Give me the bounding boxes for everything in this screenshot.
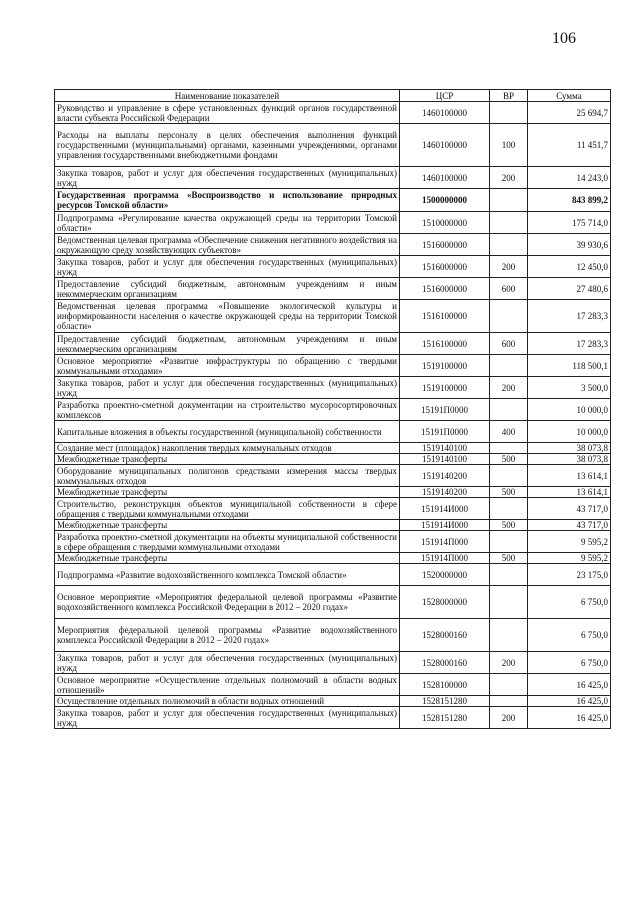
row-sum-cell: 17 283,3 (528, 300, 611, 333)
row-sum-cell: 13 614,1 (528, 465, 611, 487)
table-row (55, 300, 611, 333)
table-row (55, 234, 611, 256)
row-vr-cell (490, 399, 528, 421)
row-code-cell: 1516000000 (400, 234, 490, 256)
table-row (55, 443, 611, 454)
row-name-cell: Мероприятия федеральной целевой программы «Развитие водохозяйственного комплекса Российской Федерации в 2012 – 2020 годах» (55, 619, 400, 652)
row-vr-cell (490, 102, 528, 124)
row-vr-cell (490, 189, 528, 212)
row-vr-cell (490, 564, 528, 586)
row-sum-cell: 6 750,0 (528, 586, 611, 619)
row-code-cell: 151914И000 (400, 520, 490, 531)
row-name-cell: Руководство и управление в сфере установленных функций органов государственной власти субъекта Российской Федерации (55, 102, 400, 124)
row-vr-cell (490, 465, 528, 487)
row-code-cell: 1460100000 (400, 102, 490, 124)
row-code-cell: 1516000000 (400, 256, 490, 278)
row-name-cell: Предоставление субсидий бюджетным, автономным учреждениям и иным некоммерческим организациям (55, 333, 400, 355)
row-code-cell: 1519100000 (400, 377, 490, 399)
table-row (55, 421, 611, 443)
table-row (55, 377, 611, 399)
row-code-cell: 1510000000 (400, 212, 490, 234)
row-vr-cell: 200 (490, 167, 528, 189)
row-name-cell: Расходы на выплаты персоналу в целях обеспечения выполнения функций государственными (муниципальными) органами, казенными учреждениями, органами управления государственными внебюджетными фондами (55, 124, 400, 167)
table-row (55, 189, 611, 212)
row-vr-cell (490, 696, 528, 707)
row-name-cell: Создание мест (площадок) накопления твердых коммунальных отходов (55, 443, 400, 454)
row-vr-cell: 200 (490, 707, 528, 729)
row-code-cell: 1528100000 (400, 674, 490, 696)
row-name-cell: Межбюджетные трансферты (55, 487, 400, 498)
row-name-cell: Межбюджетные трансферты (55, 520, 400, 531)
table-row (55, 355, 611, 377)
row-vr-cell (490, 234, 528, 256)
row-sum-cell: 13 614,1 (528, 487, 611, 498)
row-vr-cell (490, 531, 528, 553)
row-vr-cell: 600 (490, 333, 528, 355)
row-code-cell: 151914П000 (400, 531, 490, 553)
table-row (55, 124, 611, 167)
row-sum-cell: 16 425,0 (528, 674, 611, 696)
row-vr-cell: 200 (490, 256, 528, 278)
row-vr-cell: 400 (490, 421, 528, 443)
row-code-cell: 1516100000 (400, 333, 490, 355)
table-row (55, 333, 611, 355)
table-row (55, 652, 611, 674)
row-sum-cell: 175 714,0 (528, 212, 611, 234)
row-vr-cell: 200 (490, 377, 528, 399)
row-vr-cell (490, 498, 528, 520)
row-code-cell: 151914П000 (400, 553, 490, 564)
row-sum-cell: 6 750,0 (528, 619, 611, 652)
row-name-cell: Закупка товаров, работ и услуг для обеспечения государственных (муниципальных) нужд (55, 652, 400, 674)
row-code-cell: 1500000000 (400, 189, 490, 212)
row-sum-cell: 43 717,0 (528, 520, 611, 531)
header-code: ЦСР (400, 90, 490, 102)
row-code-cell: 1516100000 (400, 300, 490, 333)
table-header-row (55, 90, 611, 102)
row-sum-cell: 843 899,2 (528, 189, 611, 212)
table-row (55, 278, 611, 300)
row-name-cell: Основное мероприятие «Развитие инфраструктуры по обращению с твердыми коммунальными отходами» (55, 355, 400, 377)
row-code-cell: 1528151280 (400, 707, 490, 729)
row-sum-cell: 11 451,7 (528, 124, 611, 167)
table-row (55, 167, 611, 189)
row-name-cell: Оборудование муниципальных полигонов средствами измерения массы твердых коммунальных отходов (55, 465, 400, 487)
row-name-cell: Капитальные вложения в объекты государственной (муниципальной) собственности (55, 421, 400, 443)
table-row (55, 102, 611, 124)
row-name-cell: Подпрограмма «Регулирование качества окружающей среды на территории Томской области» (55, 212, 400, 234)
row-vr-cell: 500 (490, 454, 528, 465)
row-vr-cell: 500 (490, 520, 528, 531)
row-vr-cell (490, 619, 528, 652)
row-name-cell: Межбюджетные трансферты (55, 454, 400, 465)
table-row (55, 399, 611, 421)
row-code-cell: 1460100000 (400, 167, 490, 189)
table-row (55, 212, 611, 234)
row-vr-cell: 500 (490, 487, 528, 498)
row-name-cell: Ведомственная целевая программа «Повышение экологической культуры и информированности населения о качестве окружающей среды на территории Томской области» (55, 300, 400, 333)
row-code-cell: 1519140200 (400, 487, 490, 498)
table-row (55, 564, 611, 586)
table-row (55, 487, 611, 498)
row-sum-cell: 14 243,0 (528, 167, 611, 189)
row-sum-cell: 118 500,1 (528, 355, 611, 377)
row-sum-cell: 6 750,0 (528, 652, 611, 674)
row-sum-cell: 25 694,7 (528, 102, 611, 124)
row-vr-cell: 200 (490, 652, 528, 674)
row-code-cell: 15191П0000 (400, 399, 490, 421)
row-code-cell: 1519140200 (400, 465, 490, 487)
row-name-cell: Закупка товаров, работ и услуг для обеспечения государственных (муниципальных) нужд (55, 167, 400, 189)
row-vr-cell: 500 (490, 553, 528, 564)
table-row (55, 707, 611, 729)
row-sum-cell: 9 595,2 (528, 531, 611, 553)
row-name-cell: Осуществление отдельных полномочий в области водных отношений (55, 696, 400, 707)
row-code-cell: 1460100000 (400, 124, 490, 167)
row-name-cell: Подпрограмма «Развитие водохозяйственного комплекса Томской области» (55, 564, 400, 586)
row-sum-cell: 3 500,0 (528, 377, 611, 399)
row-name-cell: Предоставление субсидий бюджетным, автономным учреждениям и иным некоммерческим организациям (55, 278, 400, 300)
header-sum: Сумма (528, 90, 611, 102)
table-row (55, 520, 611, 531)
row-sum-cell: 39 930,6 (528, 234, 611, 256)
row-vr-cell (490, 300, 528, 333)
table-row (55, 586, 611, 619)
row-name-cell: Закупка товаров, работ и услуг для обеспечения государственных (муниципальных) нужд (55, 707, 400, 729)
row-sum-cell: 16 425,0 (528, 707, 611, 729)
row-name-cell: Государственная программа «Воспроизводство и использование природных ресурсов Томской области» (55, 189, 400, 212)
row-code-cell: 1516000000 (400, 278, 490, 300)
table-row (55, 531, 611, 553)
row-code-cell: 1520000000 (400, 564, 490, 586)
row-code-cell: 1519140100 (400, 454, 490, 465)
row-sum-cell: 17 283,3 (528, 333, 611, 355)
row-name-cell: Основное мероприятие «Осуществление отдельных полномочий в области водных отношений» (55, 674, 400, 696)
row-name-cell: Разработка проектно-сметной документации на объекты муниципальной собственности в сфере обращения с твердыми коммунальными отходами (55, 531, 400, 553)
row-vr-cell (490, 674, 528, 696)
row-vr-cell (490, 355, 528, 377)
page-number: 106 (552, 30, 576, 47)
header-vr: ВР (490, 90, 528, 102)
row-name-cell: Закупка товаров, работ и услуг для обеспечения государственных (муниципальных) нужд (55, 256, 400, 278)
row-vr-cell (490, 212, 528, 234)
budget-table (54, 89, 611, 729)
table-row (55, 619, 611, 652)
row-vr-cell (490, 443, 528, 454)
row-vr-cell: 100 (490, 124, 528, 167)
row-code-cell: 1528151280 (400, 696, 490, 707)
row-sum-cell: 38 073,8 (528, 443, 611, 454)
row-code-cell: 1528000000 (400, 586, 490, 619)
table-row (55, 553, 611, 564)
row-sum-cell: 10 000,0 (528, 399, 611, 421)
row-sum-cell: 43 717,0 (528, 498, 611, 520)
table-row (55, 465, 611, 487)
row-code-cell: 1528000160 (400, 619, 490, 652)
row-sum-cell: 23 175,0 (528, 564, 611, 586)
row-vr-cell (490, 586, 528, 619)
row-name-cell: Строительство, реконструкция объектов муниципальной собственности в сфере обращения с твердыми коммунальными отходами (55, 498, 400, 520)
row-sum-cell: 38 073,8 (528, 454, 611, 465)
row-code-cell: 151914И000 (400, 498, 490, 520)
row-sum-cell: 12 450,0 (528, 256, 611, 278)
row-sum-cell: 27 480,6 (528, 278, 611, 300)
row-code-cell: 1528000160 (400, 652, 490, 674)
row-sum-cell: 16 425,0 (528, 696, 611, 707)
table-row (55, 454, 611, 465)
row-code-cell: 15191П0000 (400, 421, 490, 443)
row-code-cell: 1519100000 (400, 355, 490, 377)
row-vr-cell: 600 (490, 278, 528, 300)
table-row (55, 256, 611, 278)
header-name: Наименование показателей (55, 90, 400, 102)
table-row (55, 498, 611, 520)
row-code-cell: 1519140100 (400, 443, 490, 454)
row-name-cell: Закупка товаров, работ и услуг для обеспечения государственных (муниципальных) нужд (55, 377, 400, 399)
row-name-cell: Разработка проектно-сметной документации на строительство мусоросортировочных комплексов (55, 399, 400, 421)
row-name-cell: Ведомственная целевая программа «Обеспечение снижения негативного воздействия на окружающую среду хозяйствующих субъектов» (55, 234, 400, 256)
row-sum-cell: 10 000,0 (528, 421, 611, 443)
row-sum-cell: 9 595,2 (528, 553, 611, 564)
table-row (55, 674, 611, 696)
row-name-cell: Основное мероприятие «Мероприятия федеральной целевой программы «Развитие водохозяйственного комплекса Российской Федерации в 2012 – 2020 годах» (55, 586, 400, 619)
table-body (55, 102, 611, 729)
row-name-cell: Межбюджетные трансферты (55, 553, 400, 564)
table-row (55, 696, 611, 707)
